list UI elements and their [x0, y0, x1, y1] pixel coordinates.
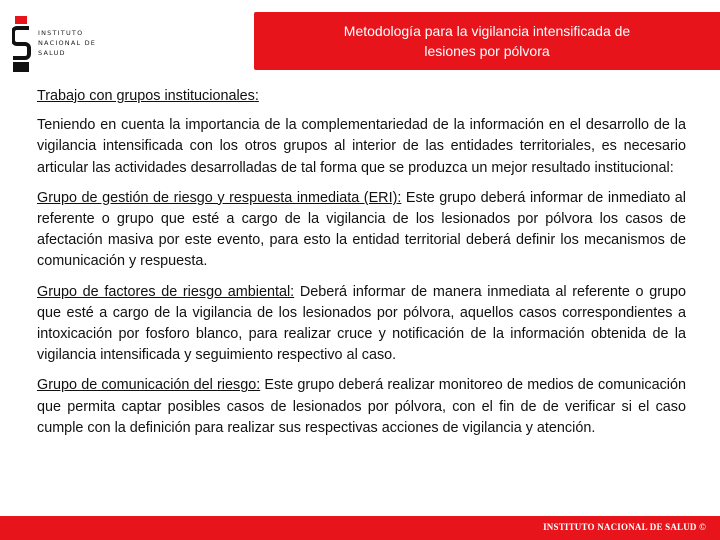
- ins-logo: [12, 14, 102, 76]
- group-name: Grupo de gestión de riesgo y respuesta inmediata (ERI):: [37, 189, 402, 206]
- logo-line: NACIONAL DE: [38, 39, 97, 47]
- group-paragraph-eri: [37, 188, 686, 273]
- section-title: [37, 86, 686, 107]
- footer-bar: [0, 516, 720, 540]
- footer-text: INSTITUTO NACIONAL DE SALUD ©: [543, 522, 706, 532]
- section-title-text: Trabajo con grupos institucionales: [37, 88, 255, 104]
- intro-paragraph: Teniendo en cuenta la importancia de la complementariedad de la información en el desarrollo de la vigilancia intensificada con los otros grupos al interior de las entidades territoriales, es necesario articular las actividades desarrolladas de tal forma que se produzca un mejor resultado institucional:: [37, 117, 686, 176]
- group-name: Grupo de comunicación del riesgo:: [37, 377, 261, 394]
- group-text: Deberá informar de manera inmediata al referente o grupo que esté a cargo de la vigilancia de los lesionados por pólvora, aquellos casos correspondientes a intoxicación por fosforo blanco, para realizar cruce y notificación de la información obtenida de la vigilancia intensificada y seguimiento respectivo al caso.: [37, 283, 686, 364]
- logo-line: INSTITUTO: [38, 29, 84, 37]
- header-title-line2: lesiones por pólvora: [424, 43, 550, 59]
- logo-line: SALUD: [38, 49, 66, 57]
- group-paragraph-ambiental: [37, 282, 686, 367]
- group-name: Grupo de factores de riesgo ambiental:: [37, 283, 295, 300]
- ins-logo-icon: [12, 14, 34, 74]
- section-title-colon: :: [254, 88, 259, 104]
- content: [37, 86, 686, 448]
- group-paragraph-comunicacion: [37, 375, 686, 439]
- ins-logo-text: [38, 28, 96, 58]
- group-text: Este grupo deberá realizar monitoreo de medios de comunicación que permita captar posibles casos de lesionados por pólvora, con el fin de de verificar si el caso cumple con la definición para realizar sus respectivas acciones de vigilancia y atención.: [37, 377, 686, 436]
- group-text: Este grupo deberá informar de inmediato al referente o grupo que esté a cargo de la vigilancia de los lesionados por pólvora los casos de afectación masiva por este evento, para esto la entidad territorial deberá definir los mecanismos de comunicación y respuesta.: [37, 189, 686, 270]
- header-banner: [254, 12, 720, 70]
- header-title-line1: Metodología para la vigilancia intensificada de: [343, 23, 631, 39]
